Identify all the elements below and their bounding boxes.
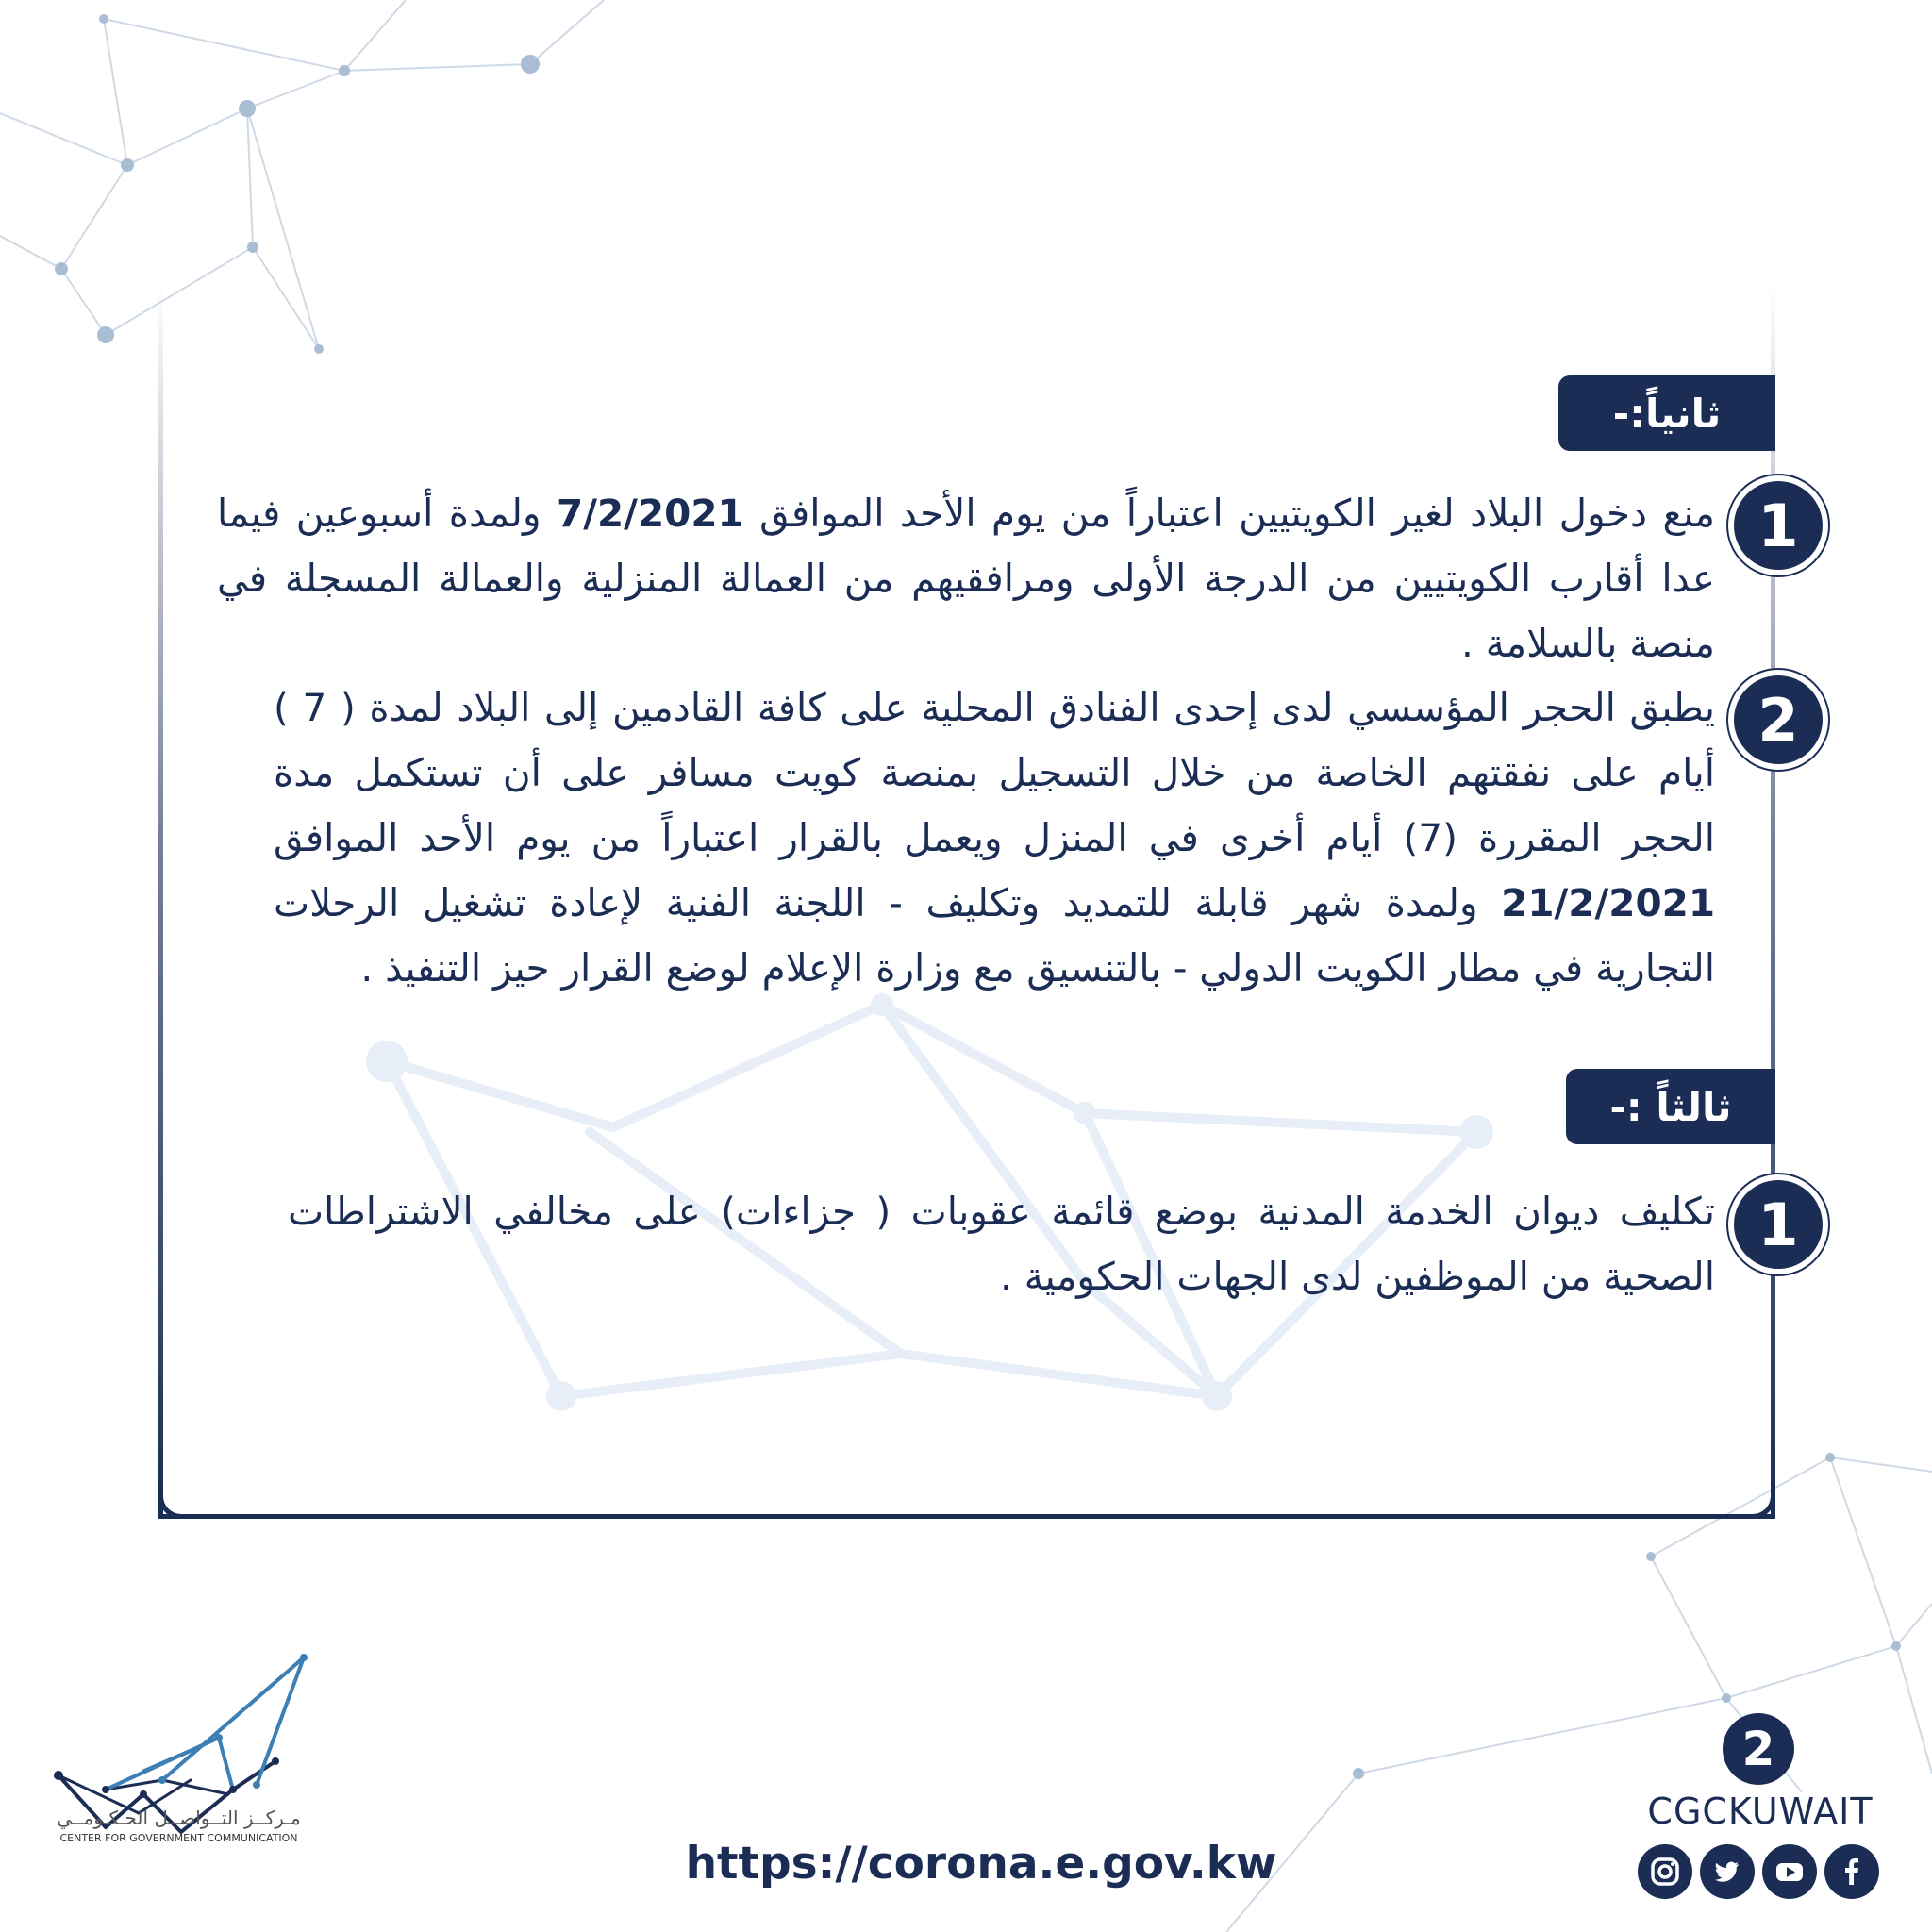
youtube-icon[interactable]	[1762, 1844, 1817, 1899]
cgc-logo	[49, 1653, 323, 1879]
footer-url-link[interactable]: https://corona.e.gov.kw	[685, 1838, 1277, 1890]
instagram-icon[interactable]	[1638, 1844, 1692, 1899]
item-number-badge: 1	[1728, 1174, 1828, 1274]
facebook-icon[interactable]	[1824, 1844, 1879, 1899]
page-number-badge: 2	[1723, 1713, 1794, 1785]
section-heading-third: ثالثاً :-	[1566, 1069, 1775, 1144]
date-bold: 7/2/2021	[557, 491, 744, 536]
logo-text-arabic: مـركــز التــواصــل الحـكـومــي	[57, 1807, 301, 1829]
text-part: منع دخول البلاد لغير الكويتيين اعتباراً من يوم الأحد الموافق	[743, 491, 1715, 536]
text-part: ولمدة أسبوعين فيما عدا أقارب الكويتيين من الدرجة الأولى ومرافقيهم من العمالة المنزلية والعمالة المسجلة في منصة بالسلامة .	[217, 491, 1715, 666]
section-heading-second: ثانياً:-	[1558, 375, 1775, 451]
item-number-badge: 2	[1728, 670, 1828, 770]
content-frame-bottom	[158, 1481, 1775, 1519]
text-part: يطبق الحجر المؤسسي لدى إحدى الفنادق المحلية على كافة القادمين إلى البلاد لمدة ( 7 ) أيام على نفقتهم الخاصة من خلال التسجيل بمنصة كويت مسافر على أن تستكمل مدة الحجر المقررة (7) أيام أخرى في المنزل ويعمل بالقرار اعتباراً من يوم الأحد الموافق	[274, 685, 1715, 860]
twitter-icon[interactable]	[1700, 1844, 1755, 1899]
date-bold: 21/2/2021	[1501, 880, 1715, 925]
section-3-item-1-text: تكليف ديوان الخدمة المدنية بوضع قائمة عقوبات ( جزاءات) على مخالفي الاشتراطات الصحية من الموظفين لدى الجهات الحكومية .	[288, 1189, 1715, 1299]
section-2-item-1-text	[217, 481, 1715, 676]
item-number-badge: 1	[1728, 475, 1828, 575]
logo-text-english: CENTER FOR GOVERNMENT COMMUNICATION	[59, 1832, 298, 1844]
social-handle: CGCKUWAIT	[1647, 1790, 1874, 1832]
section-2-item-2-text	[274, 675, 1715, 1001]
social-icons	[1638, 1844, 1879, 1899]
text-part: ولمدة شهر قابلة للتمديد وتكليف - اللجنة الفنية لإعادة تشغيل الرحلات التجارية في مطار الكويت الدولي - بالتنسيق مع وزارة الإعلام لوضع القرار حيز التنفيذ .	[274, 880, 1715, 991]
